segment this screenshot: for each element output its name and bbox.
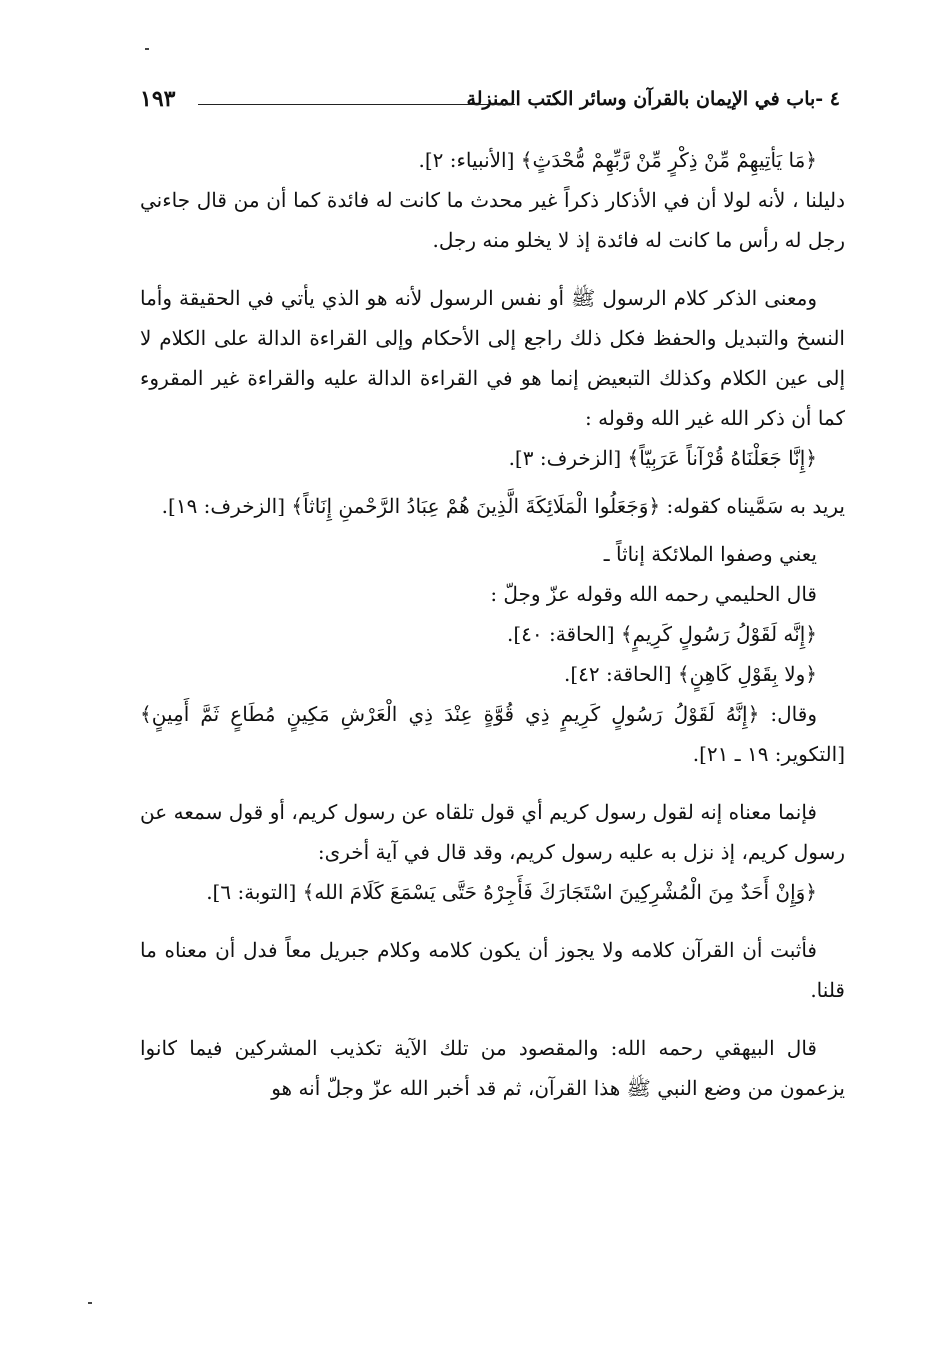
paragraph: قال البيهقي رحمه الله: والمقصود من تلك الآية تكذيب المشركين فيما كانوا يزعمون من وضع النبي ﷺ هذا القرآن، ثم قد أخبر الله عزّ وجلّ أنه هو — [140, 1036, 845, 1100]
quran-verse: ﴿إِنَّا جَعَلْنَاهُ قُرْآناً عَرَبِيّاً﴾ [الزخرف: ٣]. — [508, 446, 817, 470]
quran-verse: ﴿وَإِنْ أَحَدٌ مِنَ الْمُشْرِكِينَ اسْتَجَارَكَ فَأَجِرْهُ حَتَّى يَسْمَعَ كَلَامَ الله﴾ [التوبة: ٦]. — [206, 880, 817, 904]
scan-speck — [145, 48, 149, 50]
header-rule — [198, 104, 515, 105]
paragraph: يريد به سَمَّيناه كقوله: ﴿وَجَعَلُوا الْمَلَائِكَةَ الَّذِينَ هُمْ عِبَادُ الرَّحْمنِ إِنَاثاً﴾ [الزخرف: ١٩]. — [161, 494, 845, 518]
paragraph: قال الحليمي رحمه الله وقوله عزّ وجلّ : — [490, 582, 817, 606]
quran-verse: ﴿مَا يَأتِيهِمْ مِّنْ ذِكْرٍ مِّنْ رَّبِّهِمْ مُّحْدَثٍ﴾ [الأنبياء: ٢]. — [418, 148, 817, 172]
paragraph: وقال: ﴿إِنَّهُ لَقَوْلُ رَسُولٍ كَرِيمٍ ذِي قُوَّةٍ عِنْدَ ذِي الْعَرْشِ مَكِينٍ مُطَاعٍ ثَمَّ أَمِينٍ﴾ [التكوير: ١٩ ـ ٢١]. — [140, 702, 845, 766]
chapter-title: ٤ -باب في الإيمان بالقرآن وسائر الكتب المنزلة — [466, 88, 840, 110]
page-body — [140, 140, 845, 1108]
paragraph: ومعنى الذكر كلام الرسول ﷺ أو نفس الرسول لأنه هو الذي يأتي في الحقيقة وأما النسخ والتبديل والحفظ فكل ذلك راجع إلى الأحكام وإلى القراءة الدالة على الكلام لا إلى عين الكلام وكذلك التبعيض إنما هو في القراءة الدالة عليه والقراءة غير المقروء كما أن ذكر الله غير الله وقوله : — [140, 286, 845, 430]
quran-verse: ﴿إِنَّه لَقَوْلُ رَسُولٍ كَرِيمٍ﴾ [الحاقة: ٤٠]. — [507, 622, 817, 646]
running-header — [140, 84, 840, 120]
paragraph: دليلنا ، لأنه لولا أن في الأذكار ذكراً غير محدث ما كانت له فائدة كما أن من قال جاءني رجل له رأس ما كانت له فائدة إذ لا يخلو منه رجل. — [140, 188, 845, 252]
page-number: ١٩٣ — [140, 86, 176, 112]
paragraph: فإنما معناه إنه لقول رسول كريم أي قول تلقاه عن رسول كريم، أو قول سمعه عن رسول كريم، إذ نزل به عليه رسول كريم، وقد قال في آية أخرى: — [140, 800, 845, 864]
quran-verse: ﴿ولا بِقَوْلِ كَاهِنٍ﴾ [الحاقة: ٤٢]. — [564, 662, 817, 686]
paragraph: فأثبت أن القرآن كلامه ولا يجوز أن يكون كلامه وكلام جبريل معاً فدل أن معناه ما قلنا. — [140, 938, 845, 1002]
paragraph: يعني وصفوا الملائكة إناثاً ـ — [603, 542, 817, 566]
scan-speck — [88, 1302, 92, 1304]
